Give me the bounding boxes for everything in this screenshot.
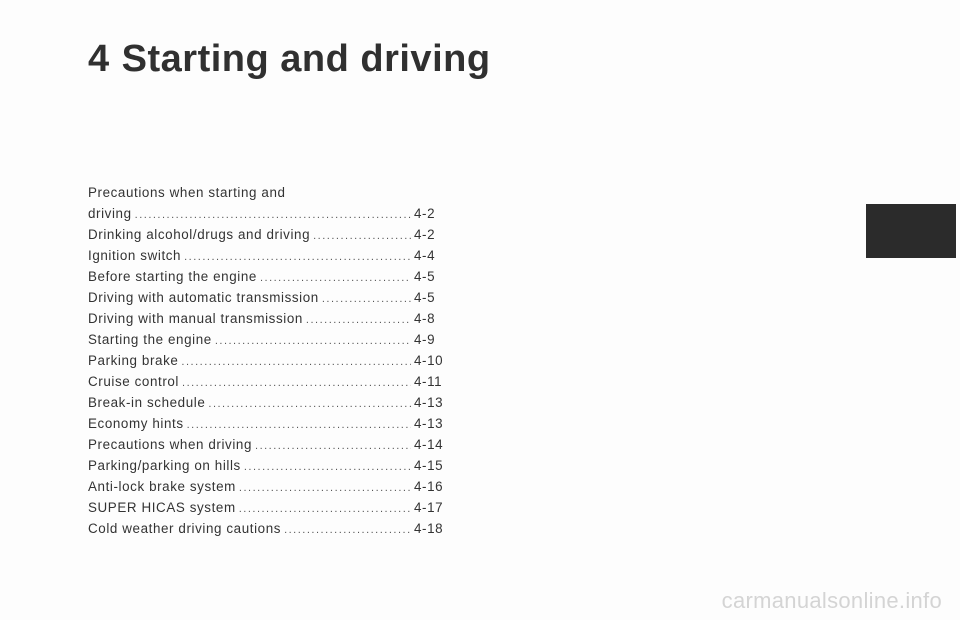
dot-leader xyxy=(182,373,411,394)
toc-entry[interactable] xyxy=(88,350,444,371)
toc-entry-label: Precautions when driving xyxy=(88,437,253,452)
toc-entry-label: Driving with automatic transmission xyxy=(88,290,319,305)
toc-entry-page: 4-4 xyxy=(414,248,436,263)
toc-entry-page: 4-8 xyxy=(414,311,436,326)
toc-entry-label: Parking/parking on hills xyxy=(88,458,241,473)
toc-entry-page: 4-5 xyxy=(414,269,436,284)
toc-entry-label: SUPER HICAS system xyxy=(88,500,236,515)
toc-entry[interactable] xyxy=(88,224,444,245)
toc-entry-page: 4-2 xyxy=(414,206,436,221)
dot-leader xyxy=(208,394,411,415)
chapter-number: 4 xyxy=(88,38,110,80)
toc-entry-page: 4-5 xyxy=(414,290,436,305)
dot-leader xyxy=(135,205,411,226)
toc-entry-page: 4-13 xyxy=(414,416,444,431)
toc-entry-page: 4-11 xyxy=(414,374,443,389)
toc-entry-page: 4-2 xyxy=(414,227,436,242)
dot-leader xyxy=(244,457,411,478)
toc-entry-page: 4-18 xyxy=(414,521,444,536)
toc-entry-page: 4-13 xyxy=(414,395,444,410)
toc-entry-page: 4-10 xyxy=(414,353,444,368)
toc-entry-label: Economy hints xyxy=(88,416,184,431)
toc-entry[interactable] xyxy=(88,476,444,497)
chapter-thumb-tab xyxy=(866,204,956,258)
dot-leader xyxy=(260,268,411,289)
chapter-name: Starting and driving xyxy=(121,38,491,80)
dot-leader xyxy=(306,310,411,331)
toc-entry-label: Parking brake xyxy=(88,353,179,368)
toc-entry[interactable] xyxy=(88,455,444,476)
dot-leader xyxy=(215,331,411,352)
dot-leader xyxy=(239,478,411,499)
dot-leader xyxy=(184,247,411,268)
toc-entry[interactable] xyxy=(88,392,444,413)
toc-entry-label: Cruise control xyxy=(88,374,180,389)
toc-entry-page: 4-15 xyxy=(414,458,444,473)
toc-entry[interactable] xyxy=(88,308,444,329)
dot-leader xyxy=(239,499,411,520)
dot-leader xyxy=(313,226,411,247)
watermark: carmanualsonline.info xyxy=(721,588,942,613)
toc-entry[interactable] xyxy=(88,203,444,224)
toc-entry-page: 4-9 xyxy=(414,332,436,347)
toc-entry-label: Driving with manual transmission xyxy=(88,311,303,326)
toc-entry-page: 4-14 xyxy=(414,437,444,452)
toc-entry-label: Anti-lock brake system xyxy=(88,479,236,494)
toc-entry[interactable] xyxy=(88,287,444,308)
toc-entry[interactable] xyxy=(88,518,444,539)
toc-entry[interactable] xyxy=(88,266,444,287)
toc-entry[interactable] xyxy=(88,497,444,518)
dot-leader xyxy=(284,520,411,541)
toc-entry-label: Break-in schedule xyxy=(88,395,206,410)
dot-leader xyxy=(322,289,411,310)
dot-leader xyxy=(181,352,411,373)
toc-entry-label: driving xyxy=(88,206,132,221)
chapter-title xyxy=(88,38,491,81)
dot-leader xyxy=(187,415,411,436)
toc-entry-label: Before starting the engine xyxy=(88,269,257,284)
toc-entry-page: 4-16 xyxy=(414,479,444,494)
dot-leader xyxy=(255,436,411,457)
toc-entry[interactable] xyxy=(88,245,444,266)
toc-entry-label: Drinking alcohol/drugs and driving xyxy=(88,227,311,242)
toc-entry[interactable] xyxy=(88,371,444,392)
toc-entry[interactable] xyxy=(88,434,444,455)
toc-entry-label: Ignition switch xyxy=(88,248,182,263)
toc-entry-page: 4-17 xyxy=(414,500,444,515)
toc-entry[interactable] xyxy=(88,413,444,434)
table-of-contents xyxy=(88,182,444,539)
toc-entry-label: Starting the engine xyxy=(88,332,212,347)
toc-entry-label: Cold weather driving cautions xyxy=(88,521,282,536)
toc-heading-line: Precautions when starting and xyxy=(88,185,286,200)
toc-entry[interactable] xyxy=(88,329,444,350)
